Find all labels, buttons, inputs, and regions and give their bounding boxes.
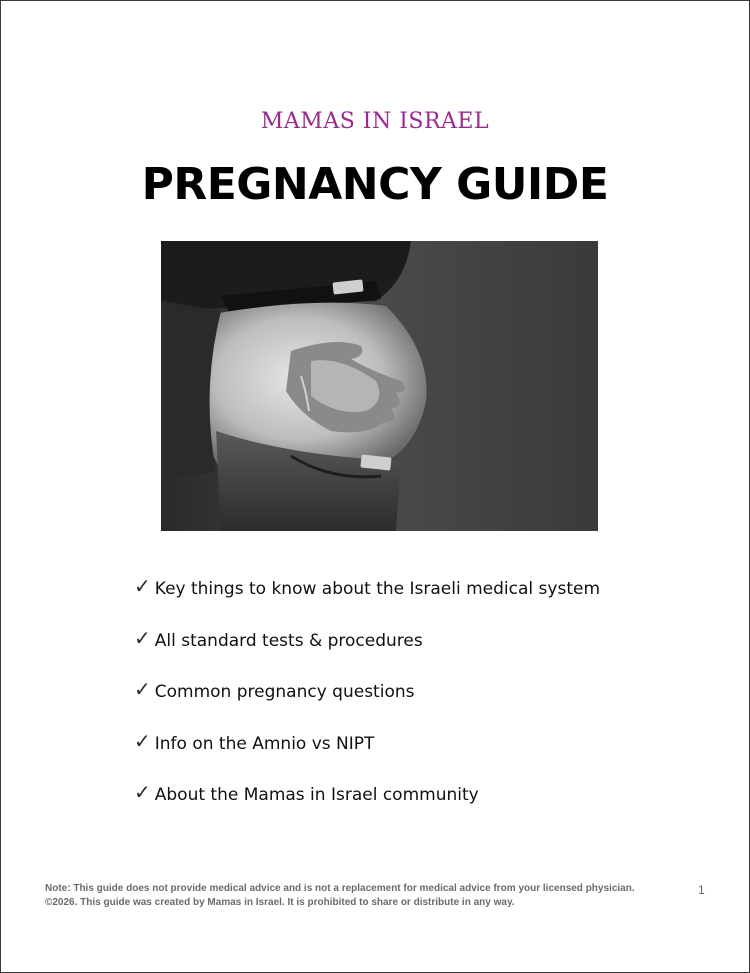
checkmark-icon: ✓ [134,780,151,804]
list-item [134,575,600,627]
list-item-label: Key things to know about the Israeli medical system [154,579,601,599]
disclaimer-line: Note: This guide does not provide medical advice and is not a replacement for medical advice from your licensed physician. [45,883,635,894]
page-title: PREGNANCY GUIDE [141,159,609,210]
list-item [134,627,600,679]
pregnancy-photo [161,241,598,531]
checkmark-icon: ✓ [134,574,151,598]
list-item-label: All standard tests & procedures [154,630,423,651]
page-number: 1 [698,883,705,897]
list-item [134,678,600,730]
copyright-line: ©2026. This guide was created by Mamas in Israel. It is prohibited to share or distribute in any way. [45,897,515,908]
footer-disclaimer [45,882,685,910]
list-item-label: Common pregnancy questions [154,682,415,702]
feature-checklist [134,575,600,833]
list-item [134,781,600,833]
checkmark-icon: ✓ [134,728,151,753]
list-item [134,730,600,782]
list-item-label: About the Mamas in Israel community [154,785,479,805]
checkmark-icon: ✓ [134,677,151,701]
checkmark-icon: ✓ [134,625,151,650]
brand-name: MAMAS IN ISRAEL [260,109,490,134]
list-item-label: Info on the Amnio vs NIPT [154,733,375,754]
